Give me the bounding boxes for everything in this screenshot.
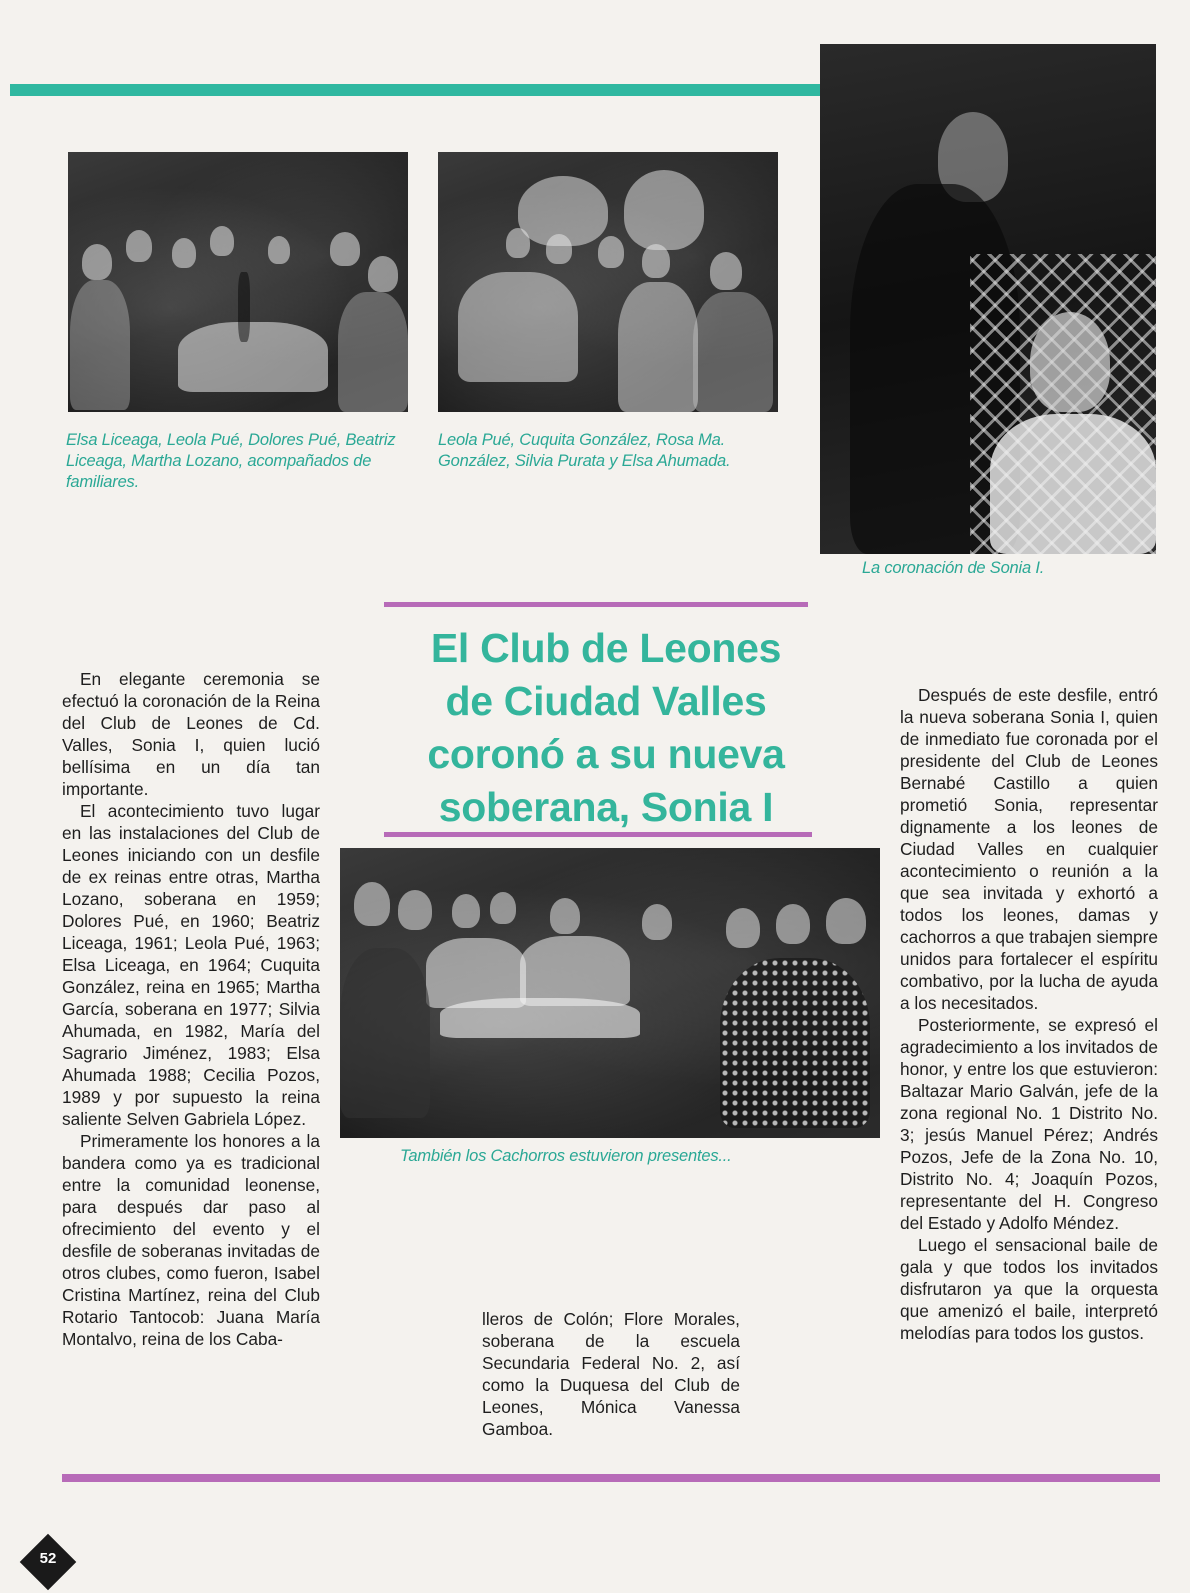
bottom-rule — [62, 1474, 1160, 1482]
article-paragraph: Luego el sensacional baile de gala y que todos los invitados disfrutaron ya que la orquesta que amenizó el baile, interpretó melodías para todos los gustos. — [900, 1235, 1158, 1343]
article-column-2 — [482, 1308, 740, 1440]
article-paragraph: Primeramente los honores a la bandera como ya es tradicional entre la comunidad leonense, para después dar paso al ofrecimiento del evento y el desfile de soberanas invitadas de otros clubes, como fueron, Isabel Cristina Martínez, reina del Club Rotario Tantocob: Juana María Montalvo, reina de los Caba- — [62, 1131, 320, 1349]
photo-ex-queens-table — [68, 152, 408, 412]
headline-line-2: de Ciudad Valles — [445, 678, 767, 724]
top-accent-bar — [10, 84, 832, 96]
article-paragraph: En elegante ceremonia se efectuó la coronación de la Reina del Club de Leones de Cd. Valles, Sonia I, quien lució bellísima en un día tan importante. — [62, 669, 320, 799]
headline-line-3: coronó a su nueva — [427, 731, 785, 777]
headline-rule-top — [384, 602, 808, 607]
article-paragraph: lleros de Colón; Flore Morales, soberana de la escuela Secundaria Federal No. 2, así como la Duquesa del Club de Leones, Mónica Vanessa Gamboa. — [482, 1309, 740, 1439]
photo-coronation — [820, 44, 1156, 554]
article-column-3 — [900, 684, 1158, 1344]
caption-photo2: Leola Pué, Cuquita González, Rosa Ma. González, Silvia Purata y Elsa Ahumada. — [438, 431, 731, 470]
article-column-1 — [62, 668, 320, 1350]
photo-cachorros — [340, 848, 880, 1138]
caption-photo4: También los Cachorros estuvieron presentes... — [400, 1147, 732, 1165]
page-number: 52 — [39, 1550, 57, 1567]
photo-seated-queens — [438, 152, 778, 412]
article-paragraph: El acontecimiento tuvo lugar en las instalaciones del Club de Leones iniciando con un desfile de ex reinas entre otras, Martha Lozano, soberana en 1959; Dolores Pué, en 1960; Beatriz Liceaga, 1961; Leola Pué, 1963; Elsa Liceaga, en 1964; Cuquita González, reina en 1965; Martha García, soberana en 1977; Silvia Ahumada, en 1982, María del Sagrario Jiménez, 1983; Elsa Ahumada 1988; Cecilia Pozos, 1989 y por supuesto la reina saliente Selven Gabriela López. — [62, 801, 320, 1129]
caption-photo3: La coronación de Sonia I. — [862, 559, 1045, 577]
article-paragraph: Posteriormente, se expresó el agradecimiento a los invitados de honor, y entre los que estuvieron: Baltazar Mario Galván, jefe de la zona regional No. 1 Distrito No. 3; jesús Manuel Pérez; Andrés Pozos, Jefe de la Zona No. 10, Distrito No. 4; Joaquín Pozos, representante del H. Congreso del Estado y Adolfo Méndez. — [900, 1015, 1158, 1233]
headline — [386, 622, 826, 834]
article-paragraph: Después de este desfile, entró la nueva soberana Sonia I, quien de inmediato fue coronada por el presidente del Club de Leones Bernabé Castillo a quien prometió Sonia, representar dignamente a los leones de Ciudad Valles en cualquier acontecimiento o reunión a la que sea invitada y exhortó a todos los leones, damas y cachorros a que trabajen siempre unidos para fortalecer el espíritu combativo, por la lucha de ayuda a los necesitados. — [900, 685, 1158, 1013]
caption-photo1: Elsa Liceaga, Leola Pué, Dolores Pué, Beatriz Liceaga, Martha Lozano, acompañados de familiares. — [66, 431, 396, 491]
headline-line-4: soberana, Sonia I — [438, 784, 774, 830]
headline-line-1: El Club de Leones — [430, 625, 782, 671]
headline-rule-bottom — [384, 832, 812, 837]
